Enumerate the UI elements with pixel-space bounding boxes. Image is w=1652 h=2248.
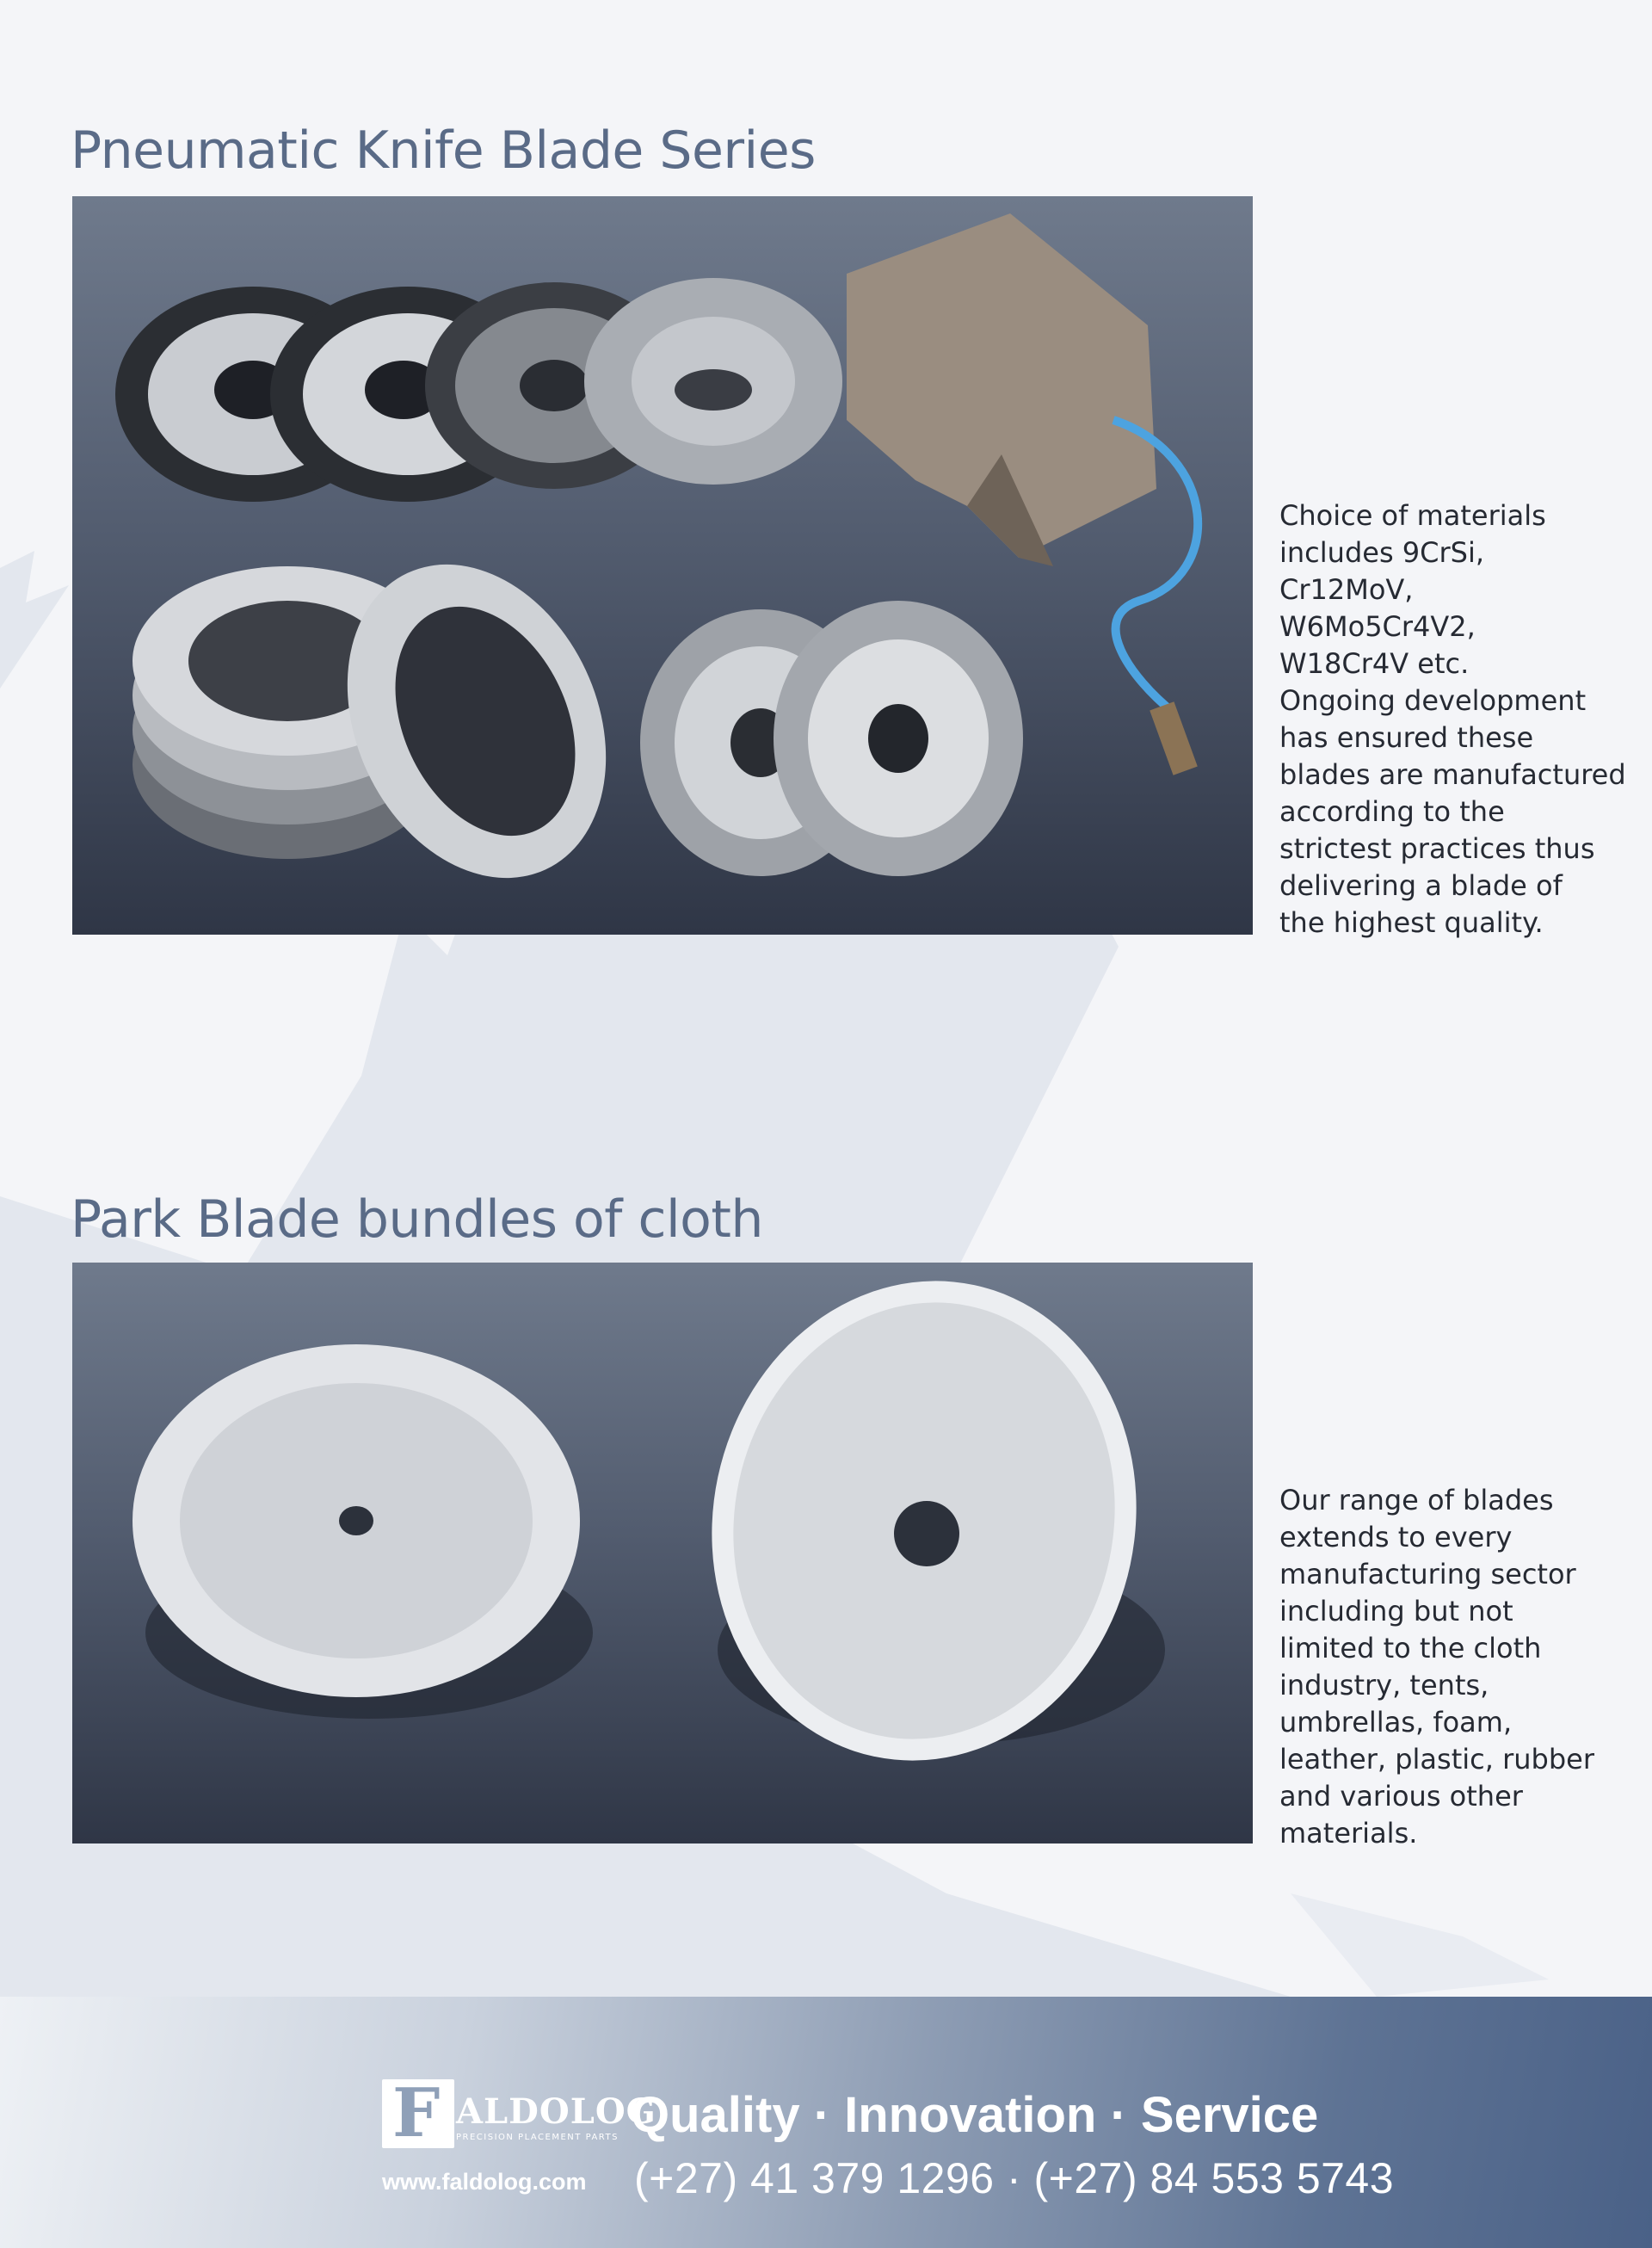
description-line: includes 9CrSi, [1279, 536, 1485, 569]
description-line: limited to the cloth [1279, 1632, 1542, 1664]
description-line: manufacturing sector [1279, 1558, 1576, 1590]
blades-illustration [72, 196, 1253, 935]
description-line: has ensured these [1279, 721, 1534, 754]
logo-letter: F [392, 2074, 441, 2152]
description-line: extends to every [1279, 1521, 1513, 1553]
serrated-blade-icon [774, 601, 1023, 876]
silver-blade-icon [584, 278, 842, 485]
logo-subtitle: PRECISION PLACEMENT PARTS [456, 2133, 619, 2142]
description-line: including but not [1279, 1595, 1513, 1627]
description-line: materials. [1279, 1817, 1418, 1850]
description-line: industry, tents, [1279, 1669, 1489, 1701]
tagline: Quality · Innovation · Service [631, 2087, 1319, 2143]
park-blades-photo [72, 1263, 1253, 1843]
pneumatic-blades-photo [72, 196, 1253, 935]
description-line: according to the [1279, 795, 1505, 828]
footer-banner [0, 1997, 1652, 2248]
disc-blade-icon [133, 1344, 593, 1719]
description-line: Our range of blades [1279, 1484, 1554, 1516]
description-line: W6Mo5Cr4V2, [1279, 610, 1476, 643]
faldolog-logo-icon [382, 2074, 454, 2152]
description-line: Choice of materials [1279, 499, 1546, 532]
pneumatic-description [1279, 497, 1641, 942]
description-line: strictest practices thus [1279, 832, 1595, 865]
website-link[interactable]: www.faldolog.com [382, 2169, 587, 2195]
description-line: W18Cr4V etc. [1279, 647, 1470, 680]
description-line: Cr12MoV, [1279, 573, 1414, 606]
section-title-pneumatic: Pneumatic Knife Blade Series [71, 120, 816, 181]
description-line: delivering a blade of [1279, 869, 1563, 902]
description-line: leather, plastic, rubber [1279, 1743, 1594, 1776]
disc-blade-icon [668, 1263, 1180, 1800]
logo-name: ALDOLOG [456, 2091, 656, 2132]
description-line: and various other [1279, 1780, 1523, 1813]
description-line: Ongoing development [1279, 684, 1587, 717]
disc-blades-illustration [72, 1263, 1253, 1843]
phone-numbers: (+27) 41 379 1296 · (+27) 84 553 5743 [634, 2154, 1395, 2202]
park-blade-description [1279, 1482, 1641, 1852]
description-line: blades are manufactured [1279, 758, 1626, 791]
description-line: the highest quality. [1279, 906, 1544, 939]
section-title-park-blade: Park Blade bundles of cloth [71, 1189, 763, 1250]
description-line: umbrellas, foam, [1279, 1706, 1513, 1738]
